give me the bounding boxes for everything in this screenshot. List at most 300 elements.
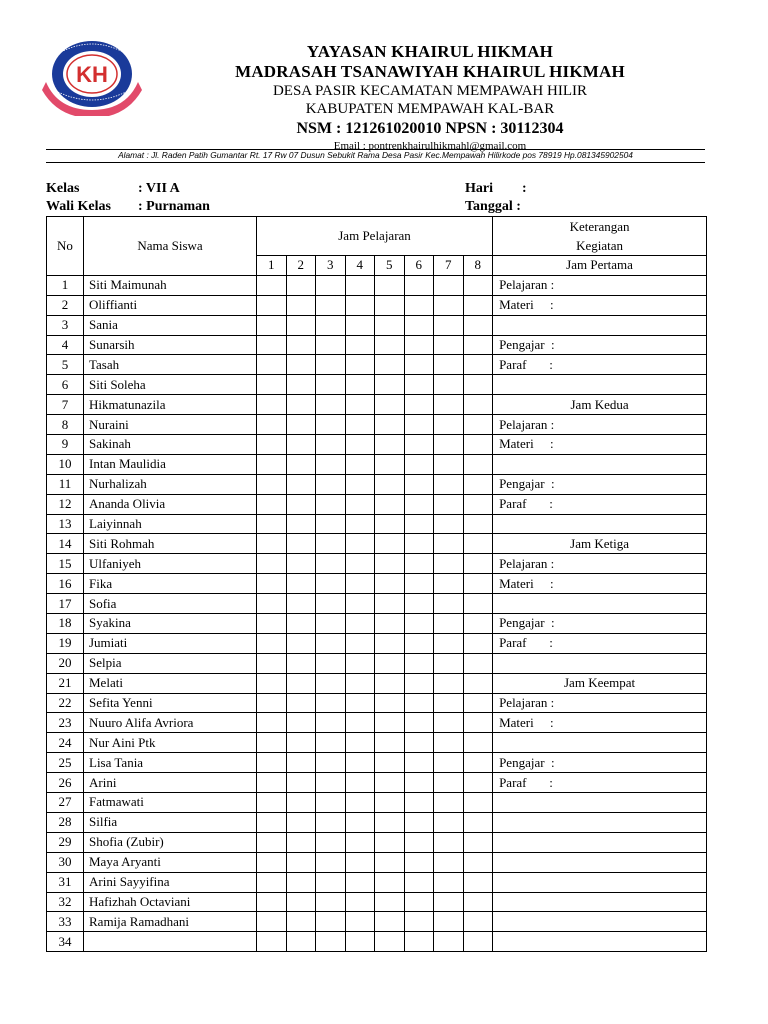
attendance-cell[interactable]: [345, 773, 375, 793]
attendance-cell[interactable]: [463, 753, 493, 773]
attendance-cell[interactable]: [434, 335, 464, 355]
attendance-cell[interactable]: [345, 494, 375, 514]
attendance-cell[interactable]: [257, 932, 287, 952]
attendance-cell[interactable]: [286, 594, 316, 614]
ket-field: [493, 514, 707, 534]
attendance-cell[interactable]: [345, 713, 375, 733]
attendance-cell[interactable]: [434, 514, 464, 534]
attendance-cell[interactable]: [286, 435, 316, 455]
attendance-cell[interactable]: [345, 733, 375, 753]
table-row: [47, 315, 707, 335]
attendance-cell[interactable]: [286, 773, 316, 793]
attendance-cell[interactable]: [316, 872, 346, 892]
attendance-cell[interactable]: [286, 335, 316, 355]
attendance-cell[interactable]: [345, 574, 375, 594]
row-number: 2: [47, 295, 84, 315]
attendance-cell[interactable]: [404, 275, 434, 295]
attendance-cell[interactable]: [286, 574, 316, 594]
attendance-cell[interactable]: [404, 773, 434, 793]
attendance-cell[interactable]: [375, 494, 405, 514]
table-body: [47, 275, 707, 951]
attendance-cell[interactable]: [434, 852, 464, 872]
attendance-cell[interactable]: [286, 474, 316, 494]
attendance-cell[interactable]: [316, 295, 346, 315]
attendance-cell[interactable]: [316, 454, 346, 474]
attendance-cell[interactable]: [316, 633, 346, 653]
attendance-cell[interactable]: [463, 554, 493, 574]
attendance-cell[interactable]: [286, 852, 316, 872]
attendance-cell[interactable]: [345, 753, 375, 773]
attendance-cell[interactable]: [345, 832, 375, 852]
attendance-cell[interactable]: [257, 693, 287, 713]
attendance-cell[interactable]: [345, 275, 375, 295]
attendance-cell[interactable]: [434, 474, 464, 494]
attendance-cell[interactable]: [257, 594, 287, 614]
attendance-cell[interactable]: [286, 633, 316, 653]
attendance-cell[interactable]: [286, 614, 316, 634]
attendance-cell[interactable]: [316, 912, 346, 932]
attendance-cell[interactable]: [404, 753, 434, 773]
attendance-cell[interactable]: [375, 395, 405, 415]
attendance-cell[interactable]: [257, 773, 287, 793]
attendance-cell[interactable]: [404, 494, 434, 514]
attendance-cell[interactable]: [316, 375, 346, 395]
attendance-cell[interactable]: [316, 534, 346, 554]
attendance-cell[interactable]: [404, 415, 434, 435]
attendance-cell[interactable]: [375, 773, 405, 793]
attendance-cell[interactable]: [316, 693, 346, 713]
student-name: Sefita Yenni: [84, 693, 257, 713]
attendance-cell[interactable]: [316, 355, 346, 375]
attendance-cell[interactable]: [463, 872, 493, 892]
attendance-cell[interactable]: [404, 653, 434, 673]
attendance-cell[interactable]: [345, 295, 375, 315]
attendance-cell[interactable]: [257, 494, 287, 514]
kelas-value: : VII A: [138, 181, 180, 196]
attendance-cell[interactable]: [257, 554, 287, 574]
attendance-cell[interactable]: [257, 574, 287, 594]
attendance-cell[interactable]: [316, 395, 346, 415]
table-row: [47, 574, 707, 594]
attendance-cell[interactable]: [257, 673, 287, 693]
attendance-cell[interactable]: [434, 554, 464, 574]
attendance-cell[interactable]: [345, 534, 375, 554]
attendance-cell[interactable]: [316, 554, 346, 574]
attendance-cell[interactable]: [404, 315, 434, 335]
attendance-cell[interactable]: [286, 793, 316, 813]
attendance-cell[interactable]: [345, 335, 375, 355]
attendance-cell[interactable]: [404, 812, 434, 832]
attendance-cell[interactable]: [434, 773, 464, 793]
attendance-cell[interactable]: [375, 295, 405, 315]
attendance-cell[interactable]: [316, 832, 346, 852]
attendance-cell[interactable]: [375, 315, 405, 335]
attendance-cell[interactable]: [345, 812, 375, 832]
attendance-cell[interactable]: [375, 435, 405, 455]
attendance-cell[interactable]: [345, 514, 375, 534]
attendance-cell[interactable]: [463, 534, 493, 554]
attendance-cell[interactable]: [286, 514, 316, 534]
attendance-cell[interactable]: [257, 832, 287, 852]
attendance-cell[interactable]: [375, 713, 405, 733]
attendance-cell[interactable]: [404, 534, 434, 554]
attendance-cell[interactable]: [257, 375, 287, 395]
attendance-cell[interactable]: [434, 494, 464, 514]
attendance-cell[interactable]: [463, 733, 493, 753]
attendance-cell[interactable]: [345, 852, 375, 872]
attendance-cell[interactable]: [463, 474, 493, 494]
attendance-cell[interactable]: [375, 753, 405, 773]
attendance-cell[interactable]: [316, 315, 346, 335]
attendance-cell[interactable]: [286, 713, 316, 733]
attendance-cell[interactable]: [257, 614, 287, 634]
attendance-cell[interactable]: [404, 454, 434, 474]
attendance-cell[interactable]: [463, 892, 493, 912]
attendance-cell[interactable]: [286, 494, 316, 514]
attendance-cell[interactable]: [463, 793, 493, 813]
attendance-cell[interactable]: [434, 454, 464, 474]
attendance-cell[interactable]: [345, 395, 375, 415]
attendance-cell[interactable]: [316, 852, 346, 872]
attendance-cell[interactable]: [404, 912, 434, 932]
attendance-cell[interactable]: [375, 653, 405, 673]
attendance-cell[interactable]: [257, 355, 287, 375]
attendance-cell[interactable]: [463, 275, 493, 295]
attendance-cell[interactable]: [404, 474, 434, 494]
attendance-cell[interactable]: [316, 435, 346, 455]
attendance-cell[interactable]: [345, 912, 375, 932]
attendance-cell[interactable]: [286, 275, 316, 295]
attendance-cell[interactable]: [286, 315, 316, 335]
attendance-cell[interactable]: [286, 753, 316, 773]
attendance-cell[interactable]: [375, 275, 405, 295]
attendance-cell[interactable]: [375, 932, 405, 952]
attendance-cell[interactable]: [345, 793, 375, 813]
attendance-cell[interactable]: [316, 594, 346, 614]
attendance-cell[interactable]: [375, 594, 405, 614]
attendance-cell[interactable]: [404, 713, 434, 733]
attendance-cell[interactable]: [316, 335, 346, 355]
attendance-cell[interactable]: [404, 633, 434, 653]
attendance-cell[interactable]: [404, 574, 434, 594]
attendance-cell[interactable]: [434, 713, 464, 733]
attendance-cell[interactable]: [463, 315, 493, 335]
attendance-cell[interactable]: [286, 415, 316, 435]
attendance-cell[interactable]: [404, 852, 434, 872]
attendance-cell[interactable]: [434, 832, 464, 852]
attendance-cell[interactable]: [404, 295, 434, 315]
attendance-cell[interactable]: [434, 574, 464, 594]
attendance-cell[interactable]: [404, 693, 434, 713]
attendance-cell[interactable]: [375, 793, 405, 813]
attendance-cell[interactable]: [434, 435, 464, 455]
attendance-cell[interactable]: [375, 554, 405, 574]
attendance-cell[interactable]: [257, 852, 287, 872]
attendance-cell[interactable]: [345, 872, 375, 892]
attendance-cell[interactable]: [375, 574, 405, 594]
attendance-cell[interactable]: [375, 335, 405, 355]
attendance-cell[interactable]: [434, 375, 464, 395]
attendance-cell[interactable]: [286, 395, 316, 415]
attendance-cell[interactable]: [316, 673, 346, 693]
attendance-cell[interactable]: [404, 375, 434, 395]
attendance-cell[interactable]: [404, 335, 434, 355]
attendance-cell[interactable]: [375, 832, 405, 852]
attendance-cell[interactable]: [404, 892, 434, 912]
attendance-cell[interactable]: [345, 375, 375, 395]
attendance-cell[interactable]: [404, 832, 434, 852]
attendance-cell[interactable]: [257, 315, 287, 335]
attendance-cell[interactable]: [286, 812, 316, 832]
table-row: [47, 375, 707, 395]
attendance-cell[interactable]: [257, 335, 287, 355]
attendance-cell[interactable]: [316, 415, 346, 435]
attendance-cell[interactable]: [375, 693, 405, 713]
attendance-cell[interactable]: [345, 435, 375, 455]
attendance-cell[interactable]: [434, 275, 464, 295]
attendance-cell[interactable]: [434, 932, 464, 952]
wali-kelas-label: Wali Kelas: [46, 199, 111, 214]
attendance-cell[interactable]: [257, 912, 287, 932]
attendance-cell[interactable]: [345, 454, 375, 474]
attendance-cell[interactable]: [375, 912, 405, 932]
attendance-cell[interactable]: [375, 812, 405, 832]
attendance-cell[interactable]: [257, 753, 287, 773]
attendance-cell[interactable]: [257, 275, 287, 295]
attendance-cell[interactable]: [316, 494, 346, 514]
attendance-cell[interactable]: [286, 912, 316, 932]
student-name: Silfia: [84, 812, 257, 832]
attendance-cell[interactable]: [463, 415, 493, 435]
ket-field: Paraf :: [493, 494, 707, 514]
attendance-cell[interactable]: [286, 673, 316, 693]
attendance-cell[interactable]: [375, 514, 405, 534]
attendance-cell[interactable]: [463, 435, 493, 455]
attendance-cell[interactable]: [316, 812, 346, 832]
attendance-cell[interactable]: [404, 872, 434, 892]
attendance-cell[interactable]: [286, 454, 316, 474]
attendance-cell[interactable]: [404, 435, 434, 455]
attendance-cell[interactable]: [434, 415, 464, 435]
attendance-cell[interactable]: [463, 295, 493, 315]
attendance-cell[interactable]: [257, 415, 287, 435]
attendance-cell[interactable]: [434, 812, 464, 832]
attendance-cell[interactable]: [316, 514, 346, 534]
attendance-cell[interactable]: [345, 554, 375, 574]
ket-field: Pengajar :: [493, 614, 707, 634]
attendance-cell[interactable]: [404, 614, 434, 634]
attendance-cell[interactable]: [375, 454, 405, 474]
attendance-cell[interactable]: [316, 474, 346, 494]
attendance-cell[interactable]: [404, 395, 434, 415]
row-number: 21: [47, 673, 84, 693]
attendance-cell[interactable]: [257, 514, 287, 534]
attendance-cell[interactable]: [345, 633, 375, 653]
student-name: Siti Rohmah: [84, 534, 257, 554]
attendance-cell[interactable]: [286, 554, 316, 574]
attendance-cell[interactable]: [375, 355, 405, 375]
attendance-cell[interactable]: [434, 892, 464, 912]
attendance-cell[interactable]: [463, 335, 493, 355]
attendance-cell[interactable]: [316, 574, 346, 594]
attendance-cell[interactable]: [257, 454, 287, 474]
attendance-cell[interactable]: [345, 673, 375, 693]
attendance-cell[interactable]: [463, 713, 493, 733]
attendance-cell[interactable]: [404, 594, 434, 614]
attendance-cell[interactable]: [463, 912, 493, 932]
attendance-cell[interactable]: [257, 633, 287, 653]
attendance-cell[interactable]: [375, 474, 405, 494]
attendance-cell[interactable]: [463, 574, 493, 594]
attendance-cell[interactable]: [404, 932, 434, 952]
attendance-cell[interactable]: [375, 872, 405, 892]
attendance-cell[interactable]: [404, 514, 434, 534]
attendance-cell[interactable]: [434, 614, 464, 634]
attendance-cell[interactable]: [434, 594, 464, 614]
attendance-cell[interactable]: [434, 673, 464, 693]
attendance-cell[interactable]: [345, 614, 375, 634]
row-number: 9: [47, 435, 84, 455]
attendance-cell[interactable]: [257, 713, 287, 733]
attendance-cell[interactable]: [316, 753, 346, 773]
attendance-cell[interactable]: [434, 355, 464, 375]
attendance-cell[interactable]: [286, 295, 316, 315]
attendance-cell[interactable]: [434, 793, 464, 813]
attendance-cell[interactable]: [434, 295, 464, 315]
attendance-cell[interactable]: [463, 395, 493, 415]
attendance-cell[interactable]: [463, 494, 493, 514]
attendance-cell[interactable]: [345, 415, 375, 435]
attendance-cell[interactable]: [463, 454, 493, 474]
attendance-cell[interactable]: [463, 375, 493, 395]
ket-field: [493, 594, 707, 614]
attendance-cell[interactable]: [375, 534, 405, 554]
attendance-cell[interactable]: [345, 355, 375, 375]
attendance-cell[interactable]: [286, 534, 316, 554]
attendance-cell[interactable]: [463, 773, 493, 793]
ket-jam-pertama: Jam Pertama: [493, 256, 707, 276]
attendance-cell[interactable]: [316, 653, 346, 673]
attendance-cell[interactable]: [345, 594, 375, 614]
attendance-cell[interactable]: [257, 793, 287, 813]
attendance-cell[interactable]: [316, 892, 346, 912]
attendance-cell[interactable]: [257, 395, 287, 415]
attendance-cell[interactable]: [286, 832, 316, 852]
attendance-cell[interactable]: [345, 932, 375, 952]
attendance-cell[interactable]: [434, 633, 464, 653]
attendance-cell[interactable]: [463, 355, 493, 375]
attendance-cell[interactable]: [345, 653, 375, 673]
attendance-cell[interactable]: [316, 614, 346, 634]
attendance-cell[interactable]: [404, 793, 434, 813]
attendance-cell[interactable]: [286, 932, 316, 952]
attendance-cell[interactable]: [404, 355, 434, 375]
attendance-cell[interactable]: [463, 633, 493, 653]
attendance-cell[interactable]: [257, 435, 287, 455]
attendance-cell[interactable]: [375, 733, 405, 753]
attendance-cell[interactable]: [286, 892, 316, 912]
attendance-cell[interactable]: [404, 554, 434, 574]
attendance-cell[interactable]: [434, 315, 464, 335]
attendance-cell[interactable]: [345, 474, 375, 494]
attendance-cell[interactable]: [286, 355, 316, 375]
letterhead: [150, 42, 710, 152]
attendance-cell[interactable]: [257, 534, 287, 554]
jam-number: 5: [375, 256, 405, 276]
table-row: [47, 295, 707, 315]
attendance-cell[interactable]: [316, 773, 346, 793]
attendance-cell[interactable]: [463, 614, 493, 634]
student-name: [84, 932, 257, 952]
attendance-cell[interactable]: [463, 852, 493, 872]
attendance-cell[interactable]: [375, 375, 405, 395]
attendance-cell[interactable]: [463, 812, 493, 832]
attendance-cell[interactable]: [463, 653, 493, 673]
attendance-cell[interactable]: [257, 295, 287, 315]
attendance-cell[interactable]: [316, 793, 346, 813]
attendance-cell[interactable]: [375, 673, 405, 693]
attendance-cell[interactable]: [286, 653, 316, 673]
attendance-cell[interactable]: [463, 932, 493, 952]
attendance-cell[interactable]: [257, 872, 287, 892]
attendance-cell[interactable]: [286, 872, 316, 892]
attendance-cell[interactable]: [434, 753, 464, 773]
ket-field: Pelajaran :: [493, 554, 707, 574]
header-rule-bottom: [46, 162, 705, 163]
attendance-cell[interactable]: [434, 693, 464, 713]
attendance-cell[interactable]: [404, 673, 434, 693]
attendance-cell[interactable]: [463, 673, 493, 693]
attendance-cell[interactable]: [345, 693, 375, 713]
attendance-cell[interactable]: [316, 713, 346, 733]
attendance-cell[interactable]: [434, 912, 464, 932]
attendance-cell[interactable]: [434, 872, 464, 892]
attendance-cell[interactable]: [375, 614, 405, 634]
attendance-cell[interactable]: [434, 733, 464, 753]
attendance-cell[interactable]: [316, 733, 346, 753]
attendance-cell[interactable]: [257, 653, 287, 673]
attendance-cell[interactable]: [257, 474, 287, 494]
col-no-header: No: [47, 217, 84, 276]
attendance-cell[interactable]: [463, 693, 493, 713]
attendance-cell[interactable]: [286, 693, 316, 713]
attendance-cell[interactable]: [375, 892, 405, 912]
ket-field: [493, 733, 707, 753]
table-row: [47, 693, 707, 713]
attendance-cell[interactable]: [345, 315, 375, 335]
attendance-cell[interactable]: [434, 395, 464, 415]
attendance-cell[interactable]: [345, 892, 375, 912]
attendance-cell[interactable]: [257, 733, 287, 753]
attendance-cell[interactable]: [316, 932, 346, 952]
attendance-cell[interactable]: [434, 653, 464, 673]
attendance-cell[interactable]: [316, 275, 346, 295]
ket-field: [493, 812, 707, 832]
attendance-cell[interactable]: [286, 733, 316, 753]
attendance-cell[interactable]: [375, 415, 405, 435]
attendance-cell[interactable]: [286, 375, 316, 395]
attendance-cell[interactable]: [375, 633, 405, 653]
attendance-cell[interactable]: [404, 733, 434, 753]
student-name: Hafizhah Octaviani: [84, 892, 257, 912]
attendance-cell[interactable]: [257, 892, 287, 912]
attendance-cell[interactable]: [434, 534, 464, 554]
attendance-cell[interactable]: [257, 812, 287, 832]
attendance-cell[interactable]: [463, 594, 493, 614]
attendance-cell[interactable]: [463, 832, 493, 852]
attendance-cell[interactable]: [375, 852, 405, 872]
attendance-cell[interactable]: [463, 514, 493, 534]
